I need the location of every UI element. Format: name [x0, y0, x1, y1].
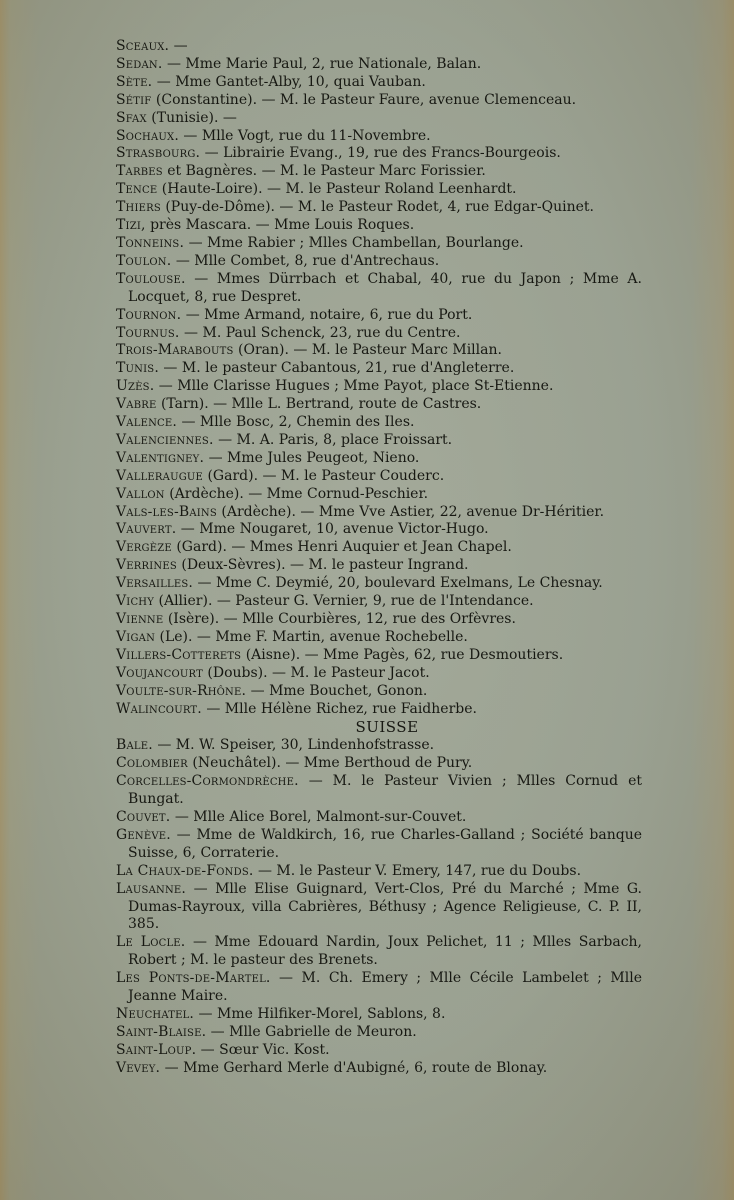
entry-place: Vallon [116, 485, 165, 502]
directory-entry [116, 737, 642, 755]
entry-place: Saint-Loup. [116, 1041, 197, 1058]
entry-place: Valence. [116, 414, 178, 431]
entry-place: Vigan [116, 628, 156, 645]
entry-place: Lausanne. [116, 880, 187, 897]
directory-text [116, 38, 642, 1078]
directory-entry [116, 683, 642, 701]
entry-place: Toulon. [116, 252, 172, 269]
directory-entry [116, 235, 642, 253]
entry-place: Tunis. [116, 360, 159, 377]
entry-place: Colombier [116, 755, 188, 772]
entry-text: (Gard). — M. le Pasteur Couderc. [203, 467, 445, 484]
directory-entry [116, 38, 642, 56]
directory-entry [116, 521, 642, 539]
entry-text: — Mlle Vogt, rue du 11-Novembre. [178, 127, 431, 144]
entry-text: (Oran). — M. le Pasteur Marc Millan. [233, 342, 502, 359]
entry-place: Tence [116, 181, 158, 198]
entry-text: — [169, 38, 188, 54]
entry-place: Valenciennes. [116, 431, 214, 448]
entry-text: — Sœur Vic. Kost. [196, 1041, 330, 1058]
entry-text: (Ardèche). — Mme Cornud-Peschier. [164, 485, 429, 502]
directory-entry [116, 827, 642, 863]
entry-text: — M. le Pasteur V. Emery, 147, rue du Doubs. [253, 862, 582, 879]
directory-entry [116, 450, 642, 468]
entry-text: — Librairie Evang., 19, rue des Francs-Bourgeois. [200, 145, 561, 162]
directory-entry [116, 128, 642, 146]
directory-entry [116, 396, 642, 414]
entry-place: Valentigney. [116, 449, 205, 466]
entry-place: Tournon. [116, 306, 182, 323]
entry-text: — Mme Jules Peugeot, Nieno. [204, 449, 420, 466]
entry-place: Walincourt. [116, 700, 202, 717]
directory-entry [116, 110, 642, 128]
entry-place: Vals-les-Bains [116, 503, 217, 520]
entry-text: et Bagnères. — M. le Pasteur Marc Forissier. [162, 163, 486, 180]
directory-entry [116, 342, 642, 360]
entry-place: Sétif [116, 91, 152, 108]
directory-entry [116, 881, 642, 935]
entry-text: (Ardèche). — Mme Vve Astier, 22, avenue Dr-Héritier. [216, 503, 605, 520]
entry-text: — Mlle Hélène Richez, rue Faidherbe. [201, 700, 477, 717]
directory-entry [116, 199, 642, 217]
entry-text: — Mlle Combet, 8, rue d'Antrechaus. [171, 252, 440, 269]
entry-place: Tonneins. [116, 234, 185, 251]
entry-place: Valleraugue [116, 467, 204, 484]
entry-text: — M. Paul Schenck, 23, rue du Centre. [179, 324, 461, 341]
entry-text: — Mme C. Deymié, 20, boulevard Exelmans, Le Chesnay. [193, 575, 603, 592]
directory-entry [116, 253, 642, 271]
directory-entry [116, 145, 642, 163]
directory-entry [116, 575, 642, 593]
directory-entry [116, 432, 642, 450]
entry-text: — Mme Rabier ; Mlles Chambellan, Bourlange. [184, 234, 524, 251]
entry-place: Saint-Blaise. [116, 1023, 207, 1040]
entry-place: Vabre [116, 396, 157, 413]
entry-place: Sedan. [116, 55, 163, 72]
directory-entry [116, 557, 642, 575]
entry-text: — M. A. Paris, 8, place Froissart. [213, 431, 453, 448]
directory-entry [116, 325, 642, 343]
entry-place: Couvet. [116, 808, 171, 825]
directory-entry [116, 56, 642, 74]
entry-text: (Doubs). — M. le Pasteur Jacot. [202, 664, 430, 681]
entry-place: Sète. [116, 73, 153, 90]
directory-entry [116, 863, 642, 881]
entry-text: (Le). — Mme F. Martin, avenue Rochebelle. [155, 628, 468, 645]
entry-text: — Mme de Waldkirch, 16, rue Charles-Galland ; Société banque Suisse, 6, Corraterie. [128, 826, 642, 861]
directory-entry [116, 217, 642, 235]
entry-text: — Mlle Elise Guignard, Vert-Clos, Pré du Marché ; Mme G. Dumas-Rayroux, villa Cabrières, Béthusy ; Agence Religieuse, C. P. II, 385. [128, 880, 642, 933]
entry-place: Vichy [116, 593, 155, 610]
entry-text: (Deux-Sèvres). — M. le pasteur Ingrand. [176, 557, 469, 574]
directory-entry [116, 414, 642, 432]
directory-entry [116, 92, 642, 110]
directory-entry [116, 773, 642, 809]
entry-text: — Mme Armand, notaire, 6, rue du Port. [181, 306, 473, 323]
entry-place: Genève. [116, 826, 171, 843]
entry-place: Toulouse. [116, 270, 186, 287]
directory-entry [116, 468, 642, 486]
entry-text: (Isère). — Mlle Courbières, 12, rue des Orfèvres. [163, 611, 516, 627]
entry-place: Les Ponts-de-Martel. [116, 970, 271, 987]
entry-text: (Tarn). — Mlle L. Bertrand, route de Castres. [156, 396, 482, 413]
directory-entry [116, 809, 642, 827]
entry-text: — Mme Edouard Nardin, Joux Pelichet, 11 ; Mlles Sarbach, Robert ; M. le pasteur des Brenets. [128, 934, 642, 969]
entry-text: — Mlle Alice Borel, Malmont-sur-Couvet. [170, 808, 467, 825]
entry-text: — M. Ch. Emery ; Mlle Cécile Lambelet ; Mlle Jeanne Maire. [128, 970, 642, 1005]
entry-text: — Mlle Gabrielle de Meuron. [206, 1023, 417, 1040]
entry-text: — M. le pasteur Cabantous, 21, rue d'Angleterre. [158, 360, 515, 377]
suisse-list [116, 737, 642, 1077]
directory-entry [116, 271, 642, 307]
directory-entry [116, 701, 642, 719]
directory-entry [116, 755, 642, 773]
entry-text: — Mme Gantet-Alby, 10, quai Vauban. [152, 73, 426, 90]
entry-place: Villers-Cotterets [116, 646, 242, 663]
entry-text: (Constantine). — M. le Pasteur Faure, avenue Clemenceau. [151, 91, 577, 108]
entry-text: (Puy-de-Dôme). — M. le Pasteur Rodet, 4, rue Edgar-Quinet. [160, 199, 594, 216]
entry-text: (Aisne). — Mme Pagès, 62, rue Desmoutiers. [241, 646, 564, 663]
entry-place: Le Locle. [116, 934, 186, 951]
directory-entry [116, 934, 642, 970]
directory-entry [116, 539, 642, 557]
directory-entry [116, 665, 642, 683]
directory-entry [116, 486, 642, 504]
entry-place: Bale. [116, 737, 153, 754]
directory-entry [116, 1042, 642, 1060]
entry-text: (Neuchâtel). — Mme Berthoud de Pury. [187, 755, 473, 772]
section-heading-suisse: SUISSE [355, 718, 419, 737]
directory-entry [116, 74, 642, 92]
entry-text: (Haute-Loire). — M. le Pasteur Roland Leenhardt. [157, 181, 517, 198]
entry-text: près Mascara. — Mme Louis Roques. [145, 217, 415, 234]
entry-place: Thiers [116, 199, 161, 216]
directory-entry [116, 593, 642, 611]
entry-text: (Gard). — Mmes Henri Auquier et Jean Chapel. [171, 539, 512, 556]
entry-place: Tizi, [116, 217, 146, 234]
directory-entry [116, 647, 642, 665]
entry-text: (Allier). — Pasteur G. Vernier, 9, rue de l'Intendance. [154, 593, 534, 610]
entry-place: Vevey. [116, 1059, 161, 1076]
directory-entry [116, 1024, 642, 1042]
entry-place: Voujancourt [116, 664, 203, 681]
entry-text: — Mme Gerhard Merle d'Aubigné, 6, route de Blonay. [160, 1059, 548, 1076]
entry-place: Sochaux. [116, 127, 179, 144]
directory-entry [116, 360, 642, 378]
entry-text: — Mmes Dürrbach et Chabal, 40, rue du Japon ; Mme A. Locquet, 8, rue Despret. [128, 270, 642, 305]
france-list [116, 38, 642, 718]
entry-place: Versailles. [116, 575, 194, 592]
entry-text: — M. W. Speiser, 30, Lindenhofstrasse. [152, 737, 435, 754]
entry-place: Trois-Marabouts [116, 342, 234, 359]
entry-place: La Chaux-de-Fonds. [116, 862, 254, 879]
entry-text: — M. le Pasteur Vivien ; Mlles Cornud et Bungat. [128, 773, 642, 808]
entry-text: (Tunisie). — [146, 109, 237, 126]
entry-place: Tournus. [116, 324, 180, 341]
directory-entry [116, 611, 642, 629]
directory-entry [116, 307, 642, 325]
entry-text: — Mlle Clarisse Hugues ; Mme Payot, place St-Etienne. [154, 378, 554, 395]
directory-entry [116, 378, 642, 396]
entry-text: — Mme Bouchet, Gonon. [246, 682, 428, 699]
entry-place: Uzès. [116, 378, 155, 395]
directory-entry [116, 504, 642, 522]
directory-entry [116, 970, 642, 1006]
directory-entry [116, 1006, 642, 1024]
entry-place: Vienne [116, 611, 164, 627]
entry-place: Vauvert. [116, 521, 177, 538]
entry-place: Neuchatel. [116, 1005, 195, 1022]
directory-entry [116, 629, 642, 647]
directory-entry [116, 163, 642, 181]
entry-place: Verrines [116, 557, 177, 574]
entry-place: Vergèze [116, 539, 172, 556]
directory-entry [116, 1060, 642, 1078]
entry-text: — Mme Marie Paul, 2, rue Nationale, Balan. [162, 55, 482, 72]
entry-place: Sfax [116, 109, 147, 126]
entry-place: Corcelles-Cormondrèche. [116, 773, 299, 790]
directory-entry [116, 181, 642, 199]
entry-place: Tarbes [116, 163, 163, 180]
entry-place: Sceaux. [116, 38, 170, 54]
entry-text: — Mme Nougaret, 10, avenue Victor-Hugo. [176, 521, 489, 538]
entry-text: — Mlle Bosc, 2, Chemin des Iles. [177, 414, 415, 431]
entry-text: — Mme Hilfiker-Morel, Sablons, 8. [194, 1005, 446, 1022]
entry-place: Strasbourg. [116, 145, 201, 162]
entry-place: Voulte-sur-Rhône. [116, 682, 247, 699]
